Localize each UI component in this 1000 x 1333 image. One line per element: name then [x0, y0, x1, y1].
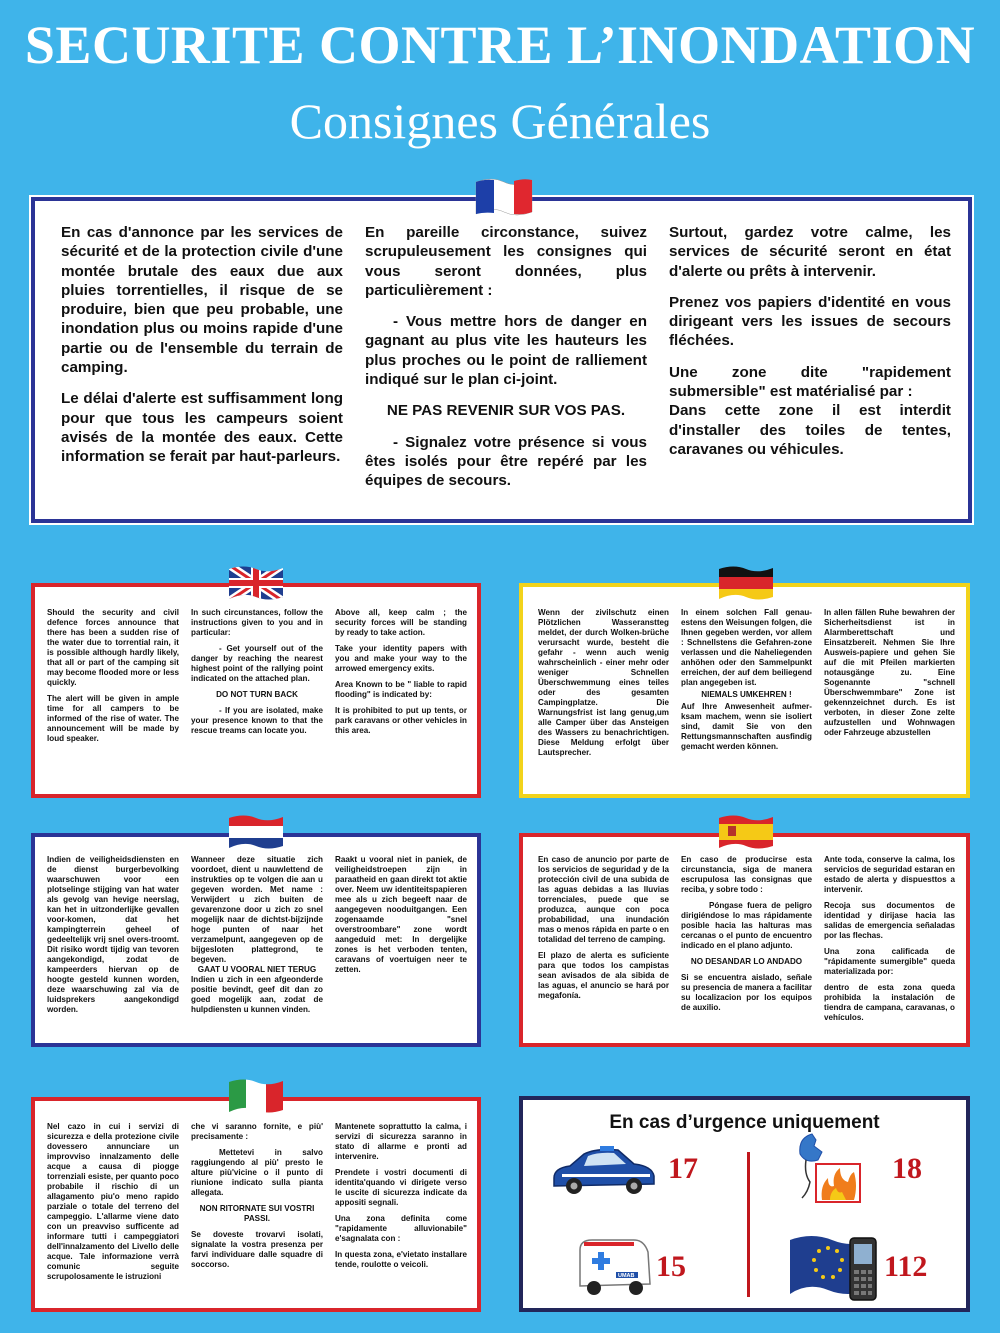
- paragraph: che vi saranno fornite, e più' precisamente :: [191, 1122, 323, 1142]
- paragraph: En caso de anuncio por parte de los servicios de seguridad y de la protección civil de una subida de las aguas debidas a las lluvias torrenciales, puede que se produzca, aunque con poca probabilidad, una inundación mas o menos rápida en parte o en totalidad del terreno de camping.: [538, 855, 669, 945]
- ambulance-number: 15: [656, 1250, 686, 1283]
- panel-french: [31, 197, 972, 523]
- ambulance-icon: [574, 1232, 654, 1302]
- paragraph: Should the security and civil defence forces announce that there has been a sudden rise of the water due to torrential rain, it is possible although hardly likely, that all or part of the camping sit may become flooded more or less quickly.: [47, 608, 179, 688]
- panel-spanish: [519, 833, 970, 1047]
- en-col-3: [335, 608, 467, 750]
- de-col-3: [824, 608, 955, 764]
- paragraph: It is prohibited to put up tents, or park caravans or other vehicles in this area.: [335, 706, 467, 736]
- paragraph: Prenez vos papiers d'identité en vous dirigeant vers les issues de secours fléchées.: [669, 293, 951, 350]
- es-col-3: [824, 855, 955, 1029]
- paragraph: En caso de producirse esta circunstancia, siga de manera escrupulosa las consignas que reciba, y sobre todo :: [681, 855, 812, 895]
- warning-text: NO DESANDAR LO ANDADO: [690, 957, 803, 967]
- paragraph: Nel cazo in cui i servizi di sicurezza e della protezione civile dovessero annunciare un improvviso innalzamento delle acque a causa di piogge torrenziali esiste, per quanto poco probabile il rischio di un allagamento piu'o meno rapido parziale o totale del terreno del campeggio. L'allarme viene dato con un preavviso sufficente ad informare tutti i campeggiatori dell'innalzamento del Livello delle acque. Tale informazione verrà comunic seguite scrupolosamente le istruzioni: [47, 1122, 179, 1282]
- paragraph: Above all, keep calm ; the security forces will be standing by ready to take action.: [335, 608, 467, 638]
- paragraph: Surtout, gardez votre calme, les services de sécurité seront en état d'alerte ou prêts à intervenir.: [669, 224, 951, 280]
- paragraph: Wanneer deze situatie zich voordoet, dient u nauwlettend de instrukties op te volgen die aan u gegeven worden. Met name : Verwijdert u zich buiten de gevarenzone door u zich zo snel mogelijk naar de dichtst-bijzijnde hoge punten of naar het verzamelpunt, aangegeven op de bijgesloten plattegrond, te begeven.: [191, 855, 323, 965]
- paragraph: Una zona calificada de "rápidamente sumergible" queda materializada por:: [824, 947, 955, 977]
- fr-col-3: [669, 223, 951, 503]
- paragraph: - Get yourself out of the danger by reaching the nearest highest point of the rallying point indicated on the attached plan.: [191, 644, 323, 684]
- paragraph: The alert will be given in ample time for all campers to be informed of the rise of water. The announcement will be made by loud speaker.: [47, 694, 179, 744]
- paragraph: Raakt u vooral niet in paniek, de veiligheidstroepen zijn in paraatheid en gaan direkt tot aktie over. Neem uw identiteitspapieren mee als u zich begeeft naar de aangegeven nooduitgangen. Een zogenaamde "snel overstroombare" zone wordt aangeduid met: In dergelijke zones is het verboden tenten, caravans of voertuigen neer te zetten.: [335, 855, 467, 975]
- de-col-2: [681, 608, 812, 764]
- divider: [747, 1152, 750, 1297]
- warning-text: NE PAS REVENIR SUR VOS PAS.: [386, 402, 626, 420]
- warning-text: NON RITORNATE SUI VOSTRI PASSI.: [199, 1204, 315, 1224]
- paragraph: In einem solchen Fall genau-estens den Weisungen folgen, die Ihnen gegeben werden, vor allem : Schnellstens die Gefahren-zone verlassen und die Naheliegenden anhöhen oder den Sammelpunkt erreichen, der auf dem beiliegend plan angegeben ist.: [681, 608, 812, 688]
- nl-col-3: [335, 855, 467, 1022]
- panel-german: [519, 583, 970, 798]
- paragraph: Si se encuentra aislado, señale su presencia de manera a facilitar su localizacion por los equipos de auxilio.: [681, 973, 812, 1013]
- police-car-icon: [548, 1140, 660, 1196]
- it-col-1: [47, 1122, 179, 1289]
- paragraph: Mettetevi in salvo raggiungendo al più' presto le alture più'vicine o il punto di riunione indicato sulla pianta allegata.: [191, 1148, 323, 1198]
- paragraph: Le délai d'alerte est suffisamment long pour que tous les campeurs soient avisés de la montée des eaux. Cette information se ferait par haut-parleurs.: [61, 390, 343, 466]
- europe-number: 112: [884, 1250, 928, 1283]
- police-number: 17: [668, 1152, 698, 1185]
- paragraph: Take your identity papers with you and make your way to the arrowed emergency exits.: [335, 644, 467, 674]
- en-col-1: [47, 608, 179, 750]
- warning-text: NIEMALS UMKEHREN !: [701, 690, 792, 700]
- paragraph: Prendete i vostri documenti di identita'quando vi dirigete verso le uscite di sicurezza indicate da appositi segnali.: [335, 1168, 467, 1208]
- germany-flag-icon: [716, 563, 776, 603]
- panel-italian: [31, 1097, 481, 1312]
- paragraph: Indien u zich in een afgeonderde positie bevindt, geef dit dan zo goed mogelijk aan, zodat de hulpdiensten u kunnen vinden.: [191, 975, 323, 1015]
- warning-text: DO NOT TURN BACK: [216, 690, 298, 700]
- fire-number: 18: [892, 1152, 922, 1185]
- paragraph: Una zona definita come "rapidamente alluvionabile" e'sagnalata con :: [335, 1214, 467, 1244]
- paragraph: Se doveste trovarvi isolati, signalate la vostra presenza per farvi individuare dalle squadre di soccorso.: [191, 1230, 323, 1270]
- paragraph: Mantenete soprattutto la calma, i servizi di sicurezza saranno in stato di allarme e pronti ad intervenire.: [335, 1122, 467, 1162]
- fire-phone-icon: [792, 1130, 876, 1206]
- uk-flag-icon: [226, 563, 286, 603]
- fr-col-1: [61, 223, 343, 503]
- netherlands-flag-icon: [226, 812, 286, 852]
- paragraph: - If you are isolated, make your presence known to that the rescue treams can locate you.: [191, 706, 323, 736]
- paragraph: Ante toda, conserve la calma, los servicios de seguridad estaran en estado de alerta y dispuesttos a intervenir.: [824, 855, 955, 895]
- france-flag-icon: [472, 174, 536, 218]
- nl-col-2: [191, 855, 323, 1022]
- it-col-2: [191, 1122, 323, 1289]
- paragraph: - Signalez votre présence si vous êtes isolés pour être repéré par les équipes de secours.: [365, 433, 647, 490]
- paragraph: Indien de veiligheidsdiensten en de dienst burgerbevolking waarschuwen voor een plotselinge stijging van hat water als gevolg van hevige neerslag, kan het in uitzonderlijke gevallen voor-komen, dat het kampingterrein geheel of gedeeltelijk vrij snel overs-troomt. Dit risiko wordt tijdig van tevoren aangekondigd, zodat de kampeerders hiervan op de hoogte gesteld kunnen worden, deze waarschuwing zal via de luidsprekers aangekondigd worden.: [47, 855, 179, 1015]
- panel-english: [31, 583, 481, 798]
- paragraph: dentro de esta zona queda prohibida la instalación de tiendra de campana, caravanas, o vehículos.: [824, 983, 955, 1023]
- paragraph: El plazo de alerta es suficiente para que todos los campistas sean avisados de ala sibida de las aguas, el anuncio se hará por megafonía.: [538, 951, 669, 1001]
- paragraph: Auf Ihre Anwesenheit aufmer-ksam machem, wenn sie isoliert sind, damit Sie von den Rettungsmannschaften ausfindig gemacht werden können.: [681, 702, 812, 752]
- paragraph: In questa zona, e'vietato installare tende, roulotte o veicoli.: [335, 1250, 467, 1270]
- paragraph: Area Known to be " liable to rapid flooding" is indicated by:: [335, 680, 467, 700]
- fr-col-2: [365, 223, 647, 503]
- paragraph: In allen fällen Ruhe bewahren der Sicherheitsdienst ist in Alarmberettschaft und Einsatzbereit. Nehmen Sie Ihre Ausweis-papiere und gehen Sie auf die mit Pfeilen markierten notausgänge zu. Eine Sogenannte "schnell Überschwemmbare" Zone ist gekennzeichnet durch. Es ist verboten, in dieser Zone zelte aufzustellen und Wohnwagen oder Fahrzeuge abzustellen: [824, 608, 955, 738]
- panel-dutch: [31, 833, 481, 1047]
- paragraph: En cas d'annonce par les services de sécurité et de la protection civile d'une montée brutale des eaux due aux pluies torrentielles, il risque de se produire, bien que peu probable, une inondation plus ou moins rapide d'une partie ou de l'ensemble du terrain de camping.: [61, 224, 343, 377]
- page-subtitle: Consignes Générales: [289, 93, 711, 149]
- paragraph: Wenn der zivilschutz einen Plötzlichen Wasseranstteg meldet, der durch Wolken-brüche verursacht wurde, besteht die gefahr - wenn auch wenig wahrscheinlich - einer mehr oder weniger Schnellen Überschwemmung eines teiles oder des gesamten Campingplatze. Die Warnungsfrist ist lang genug,um alle Camper über das Ansteigen des Wassers zu benachrichtigen. Diese Meldung erfolgt über Lautsprecher.: [538, 608, 669, 758]
- page-title: SECURITE CONTRE L’INONDATION: [24, 15, 976, 75]
- de-col-1: [538, 608, 669, 764]
- ambulance-label: UMAB: [618, 1273, 635, 1279]
- paragraph: Recoja sus documentos de identidad y dirijase hacia las salidas de emergencia señaladas por las flechas.: [824, 901, 955, 941]
- spain-flag-icon: [716, 812, 776, 852]
- paragraph: In such circunstances, follow the instructions given to you and in particular:: [191, 608, 323, 638]
- paragraph: Póngase fuera de peligro dirigiéndose lo mas rápidamente posible hacia las halturas mas cercanas o el punto de encuentro indicado en el plano adjunto.: [681, 901, 812, 951]
- paragraph: En pareille circonstance, suivez scrupuleusement les consignes qui vous seront données, plus particulièrement :: [365, 224, 647, 299]
- paragraph: Une zone dite "rapidement submersible" est matérialisé par :: [669, 363, 951, 401]
- nl-col-1: [47, 855, 179, 1022]
- es-col-1: [538, 855, 669, 1029]
- warning-text: GAAT U VOORAL NIET TERUG: [197, 965, 317, 975]
- en-col-2: [191, 608, 323, 750]
- eu-flag-phone-icon: [788, 1230, 884, 1304]
- es-col-2: [681, 855, 812, 1029]
- it-col-3: [335, 1122, 467, 1289]
- italy-flag-icon: [226, 1076, 286, 1116]
- paragraph: Dans cette zone il est interdit d'installer des toiles de tentes, caravanes ou véhicules.: [669, 402, 951, 458]
- paragraph: - Vous mettre hors de danger en gagnant au plus vite les hauteurs les plus proches ou le point de ralliement indiqué sur le plan ci-joint.: [365, 313, 647, 389]
- emergency-title: En cas d’urgence uniquement: [609, 1112, 880, 1133]
